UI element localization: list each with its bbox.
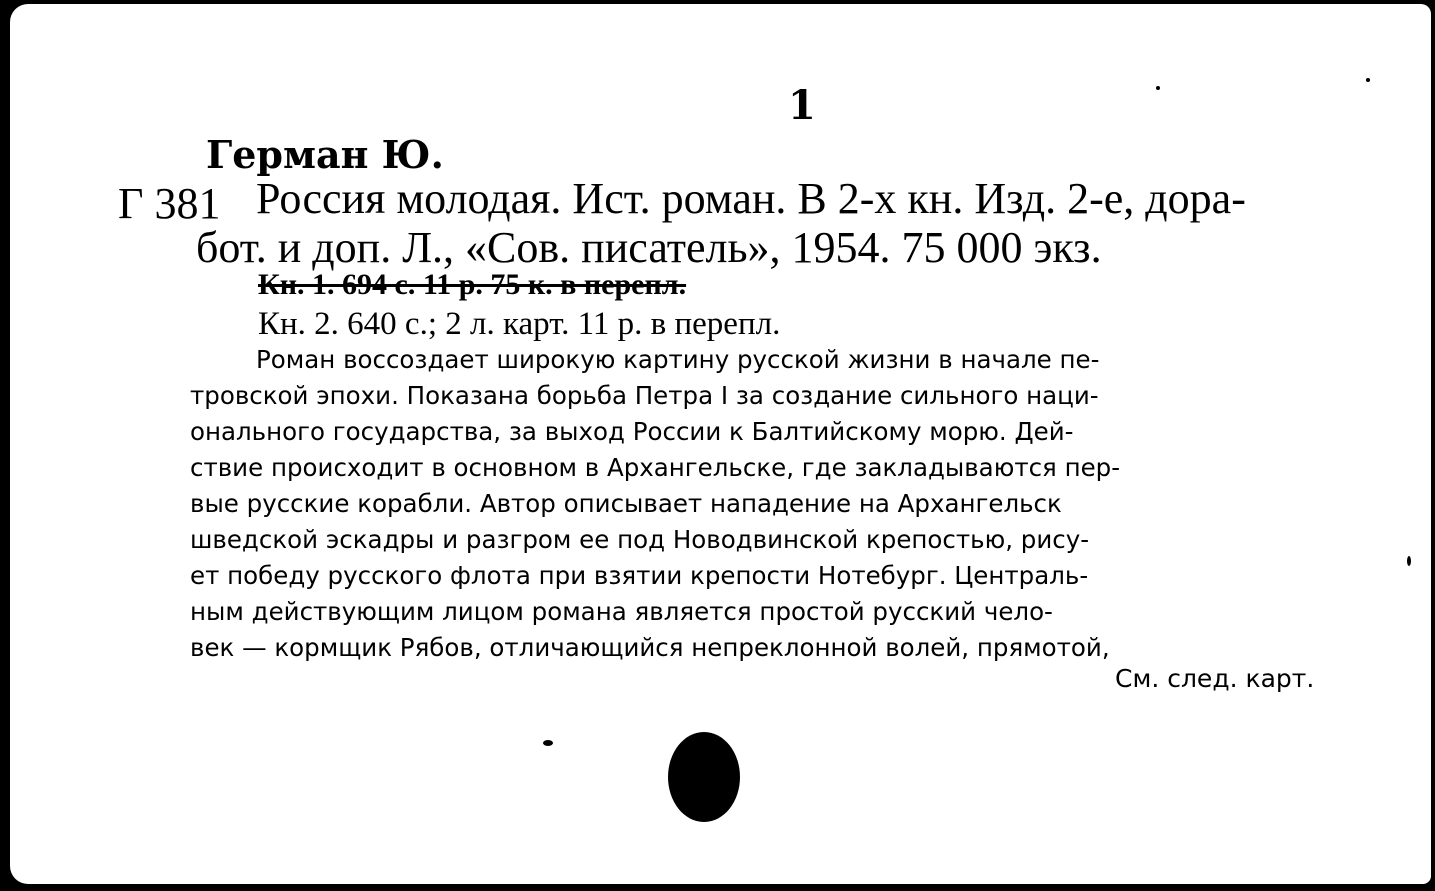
annotation-line: ет победу русского флота при взятии крепости Нотебург. Централь- [190,561,1089,590]
ink-speck [1407,556,1411,566]
ink-speck [1156,86,1160,90]
ink-speck [543,740,553,746]
annotation-line: век — кормщик Рябов, отличающийся непреклонной волей, прямотой, [190,633,1110,662]
ink-speck [1366,78,1370,82]
see-next-card: См. след. карт. [1115,664,1315,693]
card-number: 1 [788,82,816,129]
punch-hole [668,732,740,822]
annotation-line: шведской эскадры и разгром ее под Новодвинской крепостью, рису- [190,525,1090,554]
call-number: Г 381 [118,179,221,228]
annotation-line: ным действующим лицом романа является простой русский чело- [190,597,1053,626]
volume-2-details: Кн. 2. 640 с.; 2 л. карт. 11 р. в перепл. [258,306,781,342]
annotation [190,342,1386,666]
title-line: бот. и доп. Л., «Сов. писатель», 1954. 75 000 экз. [196,223,1102,272]
annotation-line: вые русские корабли. Автор описывает нападение на Архангельск [190,489,1062,518]
annotation-line: Роман воссоздает широкую картину русской жизни в начале пе- [256,345,1100,374]
title-description [196,174,1386,272]
author-heading: Герман Ю. [206,132,444,177]
title-line: Россия молодая. Ист. роман. В 2-х кн. Изд. 2-е, дора- [256,174,1246,223]
catalog-card [10,4,1431,884]
annotation-line: онального государства, за выход России к Балтийскому морю. Дей- [190,417,1074,446]
annotation-line: ствие происходит в основном в Архангельске, где закладываются пер- [190,453,1121,482]
annotation-line: тровской эпохи. Показана борьба Петра I за создание сильного наци- [190,381,1099,410]
volume-1-details: Кн. 1. 694 с. 11 р. 75 к. в перепл. [258,268,687,301]
